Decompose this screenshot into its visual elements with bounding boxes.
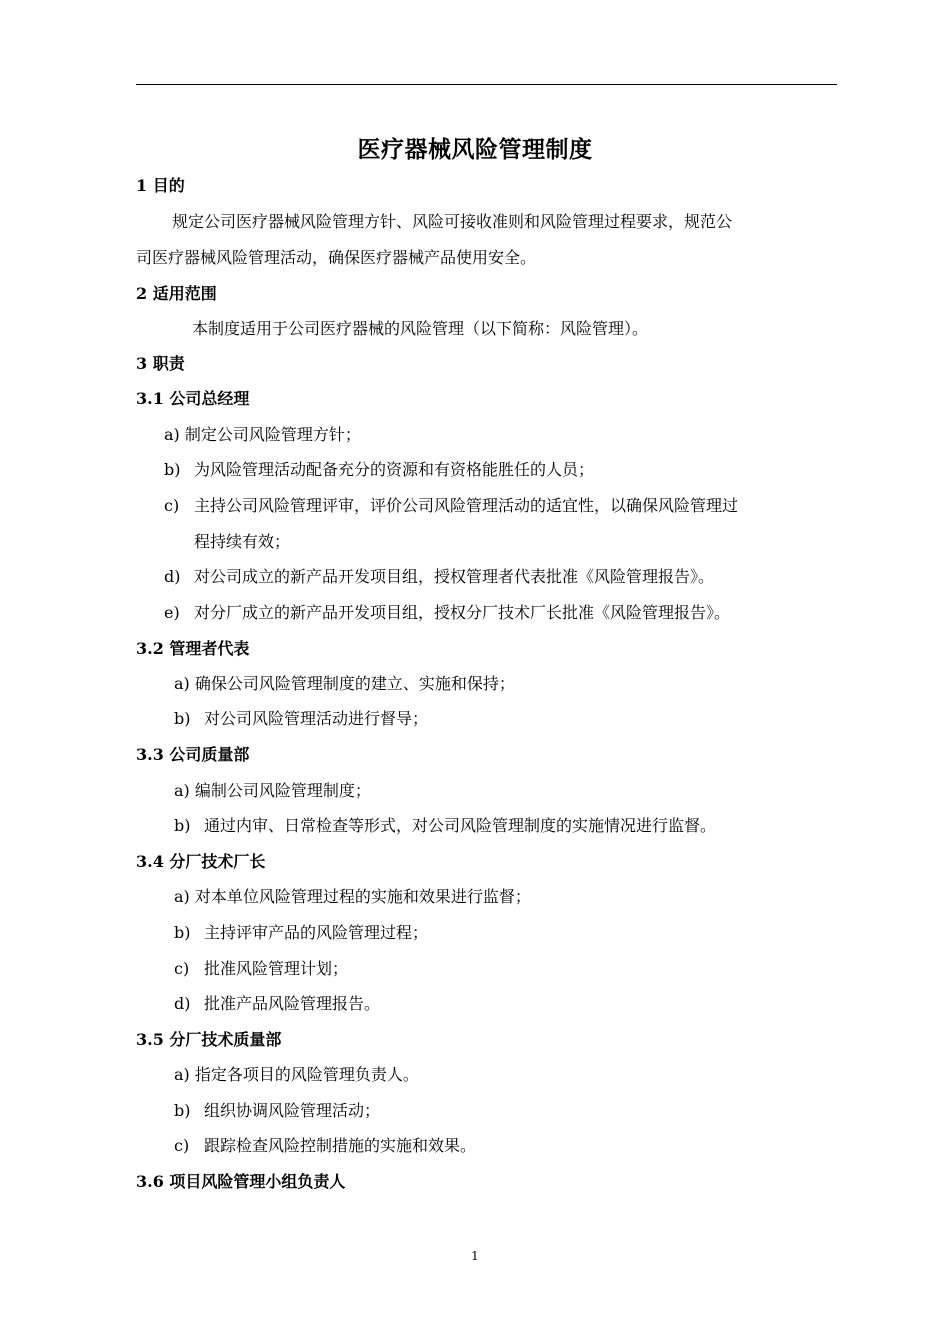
subsection-heading-branch-quality-department: 3.5 分厂技术质量部: [136, 1030, 282, 1049]
list-item-text: 指定各项目的风险管理负责人。: [194, 1065, 419, 1084]
list-item: [164, 422, 361, 448]
list-marker: c): [174, 1136, 190, 1155]
scope-paragraph: 本制度适用于公司医疗器械的风险管理（以下简称：风险管理）。: [192, 319, 649, 338]
subsection-heading-general-manager: 3.1 公司总经理: [136, 389, 250, 408]
list-marker: c): [174, 959, 190, 978]
list-item-text: 对公司风险管理活动进行督导；: [204, 709, 429, 728]
list-item: [174, 778, 371, 804]
list-marker: a): [174, 1065, 190, 1084]
list-item-text: 确保公司风险管理制度的建立、实施和保持；: [194, 674, 515, 693]
list-item: [174, 991, 380, 1017]
list-item-text: 对公司成立的新产品开发项目组，授权管理者代表批准《风险管理报告》。: [194, 567, 715, 586]
list-item-text: 制定公司风险管理方针；: [184, 425, 361, 444]
list-marker: b): [174, 923, 191, 942]
list-item: [164, 493, 738, 519]
page-number: 1: [471, 1249, 479, 1263]
header-rule: [136, 84, 837, 85]
list-marker: a): [164, 425, 180, 444]
list-item: [174, 813, 716, 839]
list-item: [174, 920, 428, 946]
section-heading-responsibilities: 3 职责: [136, 354, 185, 373]
subsection-heading-branch-technical-director: 3.4 分厂技术厂长: [136, 852, 266, 871]
list-item-text: 对本单位风险管理过程的实施和效果进行监督；: [194, 887, 531, 906]
subsection-heading-project-risk-leader: 3.6 项目风险管理小组负责人: [136, 1172, 346, 1191]
list-marker: c): [164, 496, 180, 515]
list-item: [164, 600, 730, 626]
list-marker: e): [164, 603, 180, 622]
subsection-heading-management-representative: 3.2 管理者代表: [136, 639, 250, 658]
list-item-text: 对分厂成立的新产品开发项目组，授权分厂技术厂长批准《风险管理报告》。: [194, 603, 731, 622]
list-item: [174, 706, 428, 732]
list-marker: b): [164, 460, 181, 479]
list-item-text: 批准产品风险管理报告。: [204, 994, 381, 1013]
list-marker: b): [174, 1101, 191, 1120]
list-marker: d): [174, 994, 191, 1013]
list-item: [174, 1098, 380, 1124]
list-item-text: 编制公司风险管理制度；: [194, 781, 371, 800]
list-marker: a): [174, 674, 190, 693]
list-item: [164, 457, 594, 483]
list-item-continuation: 程持续有效；: [194, 532, 291, 551]
list-item: [174, 1062, 419, 1088]
list-marker: d): [164, 567, 181, 586]
list-item: [174, 1133, 476, 1159]
list-marker: b): [174, 816, 191, 835]
purpose-paragraph-line-2: 司医疗器械风险管理活动，确保医疗器械产品使用安全。: [136, 248, 537, 267]
list-marker: b): [174, 709, 191, 728]
list-item-text: 批准风险管理计划；: [204, 959, 349, 978]
list-marker: a): [174, 781, 190, 800]
section-heading-purpose: 1 目的: [136, 176, 185, 195]
list-item-text: 主持公司风险管理评审，评价公司风险管理活动的适宜性，以确保风险管理过: [194, 496, 739, 515]
list-marker: a): [174, 887, 190, 906]
subsection-heading-quality-department: 3.3 公司质量部: [136, 745, 250, 764]
document-title: 医疗器械风险管理制度: [357, 136, 593, 163]
list-item: [164, 564, 714, 590]
list-item-text: 跟踪检查风险控制措施的实施和效果。: [204, 1136, 477, 1155]
purpose-paragraph-line-1: 规定公司医疗器械风险管理方针、风险可接收准则和风险管理过程要求，规范公: [172, 212, 733, 231]
list-item: [174, 956, 348, 982]
section-heading-scope: 2 适用范围: [136, 284, 217, 303]
list-item-text: 为风险管理活动配备充分的资源和有资格能胜任的人员；: [194, 460, 595, 479]
list-item: [174, 884, 531, 910]
list-item: [174, 671, 515, 697]
list-item-text: 主持评审产品的风险管理过程；: [204, 923, 429, 942]
list-item-text: 通过内审、日常检查等形式，对公司风险管理制度的实施情况进行监督。: [204, 816, 717, 835]
list-item-text: 组织协调风险管理活动；: [204, 1101, 381, 1120]
